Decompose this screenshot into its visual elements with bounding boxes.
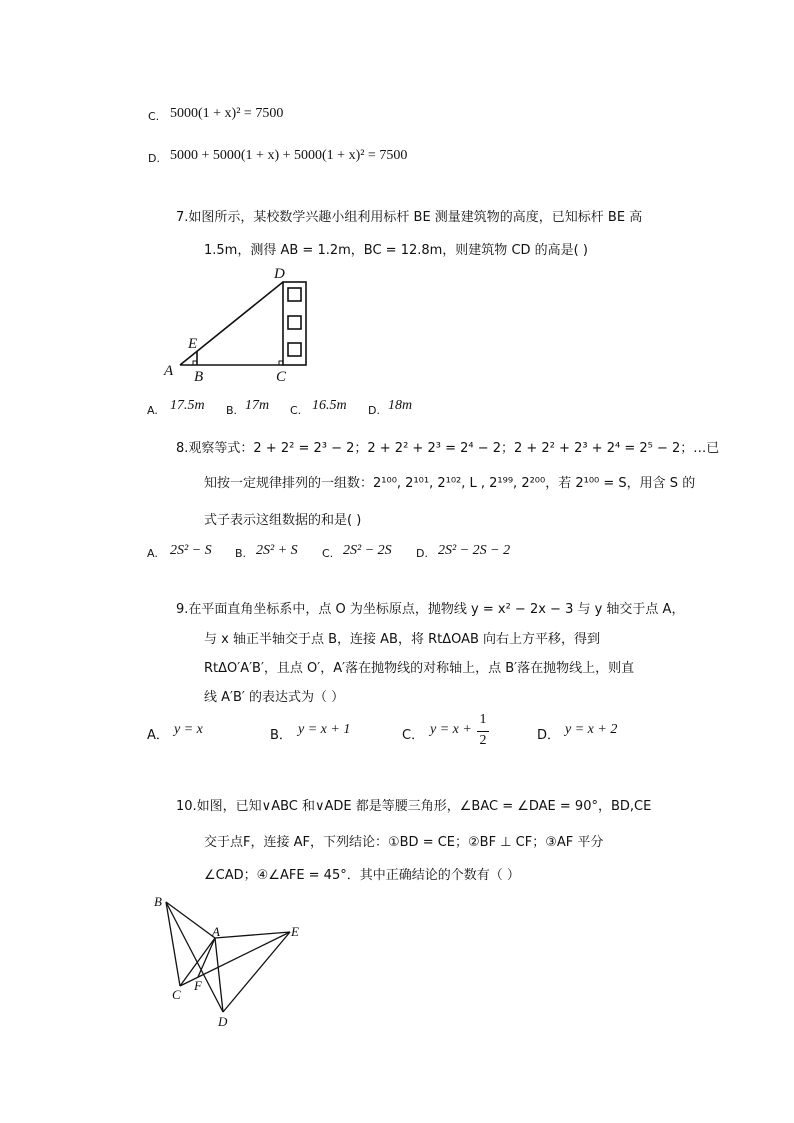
- q7-option-a-label: A.: [147, 404, 158, 417]
- q9-option-c-frac-den: 2: [479, 733, 487, 748]
- q9-option-c-label: C．: [402, 728, 425, 743]
- q9-stem-line3: RtΔO′A′B′，且点 O′，A′落在抛物线的对称轴上，点 B′落在抛物线上，则直: [204, 661, 635, 676]
- q7-option-b-label: B.: [226, 404, 238, 417]
- q6-option-c-expr: 5000(1 + x)² = 7500: [170, 106, 284, 121]
- q8-stem-line2: 知按一定规律排列的一组数：2¹⁰⁰, 2¹⁰¹, 2¹⁰², L , 2¹⁹⁹, 2²⁰⁰，若 2¹⁰⁰ = S，用含 S 的: [204, 476, 696, 491]
- q8-stem-line3: 式子表示这组数据的和是( ): [204, 513, 362, 528]
- q7-option-d-label: D.: [368, 404, 380, 417]
- q10-label-d: D: [218, 1014, 228, 1029]
- q7-line-ad: [180, 282, 283, 365]
- q9-stem-line4: 线 A′B′ 的表达式为（ ）: [204, 690, 345, 705]
- q9-option-c-frac-bar: [477, 731, 489, 732]
- q8-option-c-value: 2S² − 2S: [343, 543, 392, 558]
- q9-option-c-frac-num: 1: [479, 712, 487, 727]
- q10-label-c: C: [172, 987, 181, 1002]
- q7-option-a-value: 17.5m: [170, 398, 205, 413]
- q9-stem-line2: 与 x 轴正半轴交于点 B，连接 AB，将 RtΔOAB 向右上方平移，得到: [204, 632, 601, 647]
- q9-option-a-label: A．: [147, 728, 169, 743]
- q10-stem-line1: 10.如图，已知∨ABC 和∨ADE 都是等腰三角形，∠BAC = ∠DAE = 90°，BD,CE: [176, 799, 652, 814]
- q10-label-e: E: [291, 924, 299, 939]
- q9-option-b-label: B．: [270, 728, 292, 743]
- q10-stem-line2: 交于点F，连接 AF，下列结论：①BD = CE；②BF ⊥ CF；③AF 平分: [204, 835, 604, 850]
- q9-option-d-value: y = x + 2: [565, 722, 618, 737]
- q7-window-2: [288, 316, 301, 329]
- q9-option-a-value: y = x: [174, 722, 203, 737]
- q9-option-b-value: y = x + 1: [298, 722, 351, 737]
- q6-option-d-expr: 5000 + 5000(1 + x) + 5000(1 + x)² = 7500: [170, 148, 408, 163]
- q8-option-c-label: C.: [322, 547, 334, 560]
- q6-option-d-label: D.: [148, 152, 160, 165]
- q10-stem-line3: ∠CAD；④∠AFE = 45°．其中正确结论的个数有（ ）: [204, 868, 520, 883]
- q8-option-a-value: 2S² − S: [170, 543, 212, 558]
- q8-stem-line1: 8.观察等式：2 + 2² = 2³ − 2；2 + 2² + 2³ = 2⁴ − 2；2 + 2² + 2³ + 2⁴ = 2⁵ − 2；…已: [176, 441, 720, 456]
- q7-building: [283, 282, 306, 365]
- q7-stem-line1: 7.如图所示，某校数学兴趣小组利用标杆 BE 测量建筑物的高度，已知标杆 BE 高: [176, 210, 643, 225]
- q7-window-1: [288, 288, 301, 301]
- q8-option-d-label: D.: [416, 547, 428, 560]
- q7-option-c-label: C.: [290, 404, 302, 417]
- q6-option-c-label: C.: [148, 110, 160, 123]
- q10-label-a: A: [212, 924, 220, 939]
- q8-option-b-value: 2S² + S: [256, 543, 298, 558]
- q8-option-a-label: A.: [147, 547, 158, 560]
- q7-option-b-value: 17m: [245, 398, 270, 413]
- q8-option-d-value: 2S² − 2S − 2: [438, 543, 511, 558]
- q7-stem-line2: 1.5m，测得 AB = 1.2m，BC = 12.8m，则建筑物 CD 的高是( ): [204, 243, 588, 258]
- q9-option-c-value: y = x +: [430, 722, 472, 737]
- q7-label-e: E: [188, 336, 198, 352]
- q7-label-a: A: [164, 363, 174, 379]
- q10-label-f: F: [194, 978, 202, 993]
- q7-label-d: D: [274, 266, 285, 282]
- q8-option-b-label: B.: [235, 547, 247, 560]
- q7-option-c-value: 16.5m: [312, 398, 347, 413]
- q10-label-b: B: [154, 894, 162, 909]
- q7-label-b: B: [194, 369, 204, 385]
- q10-figure: [150, 888, 310, 1033]
- q9-option-d-label: D．: [537, 728, 561, 743]
- q7-label-c: C: [276, 369, 287, 385]
- q9-stem-line1: 9.在平面直角坐标系中，点 O 为坐标原点，抛物线 y = x² − 2x − 3 与 y 轴交于点 A，: [176, 602, 685, 617]
- q7-window-3: [288, 343, 301, 356]
- q7-option-d-value: 18m: [388, 398, 413, 413]
- q7-figure: [150, 258, 330, 388]
